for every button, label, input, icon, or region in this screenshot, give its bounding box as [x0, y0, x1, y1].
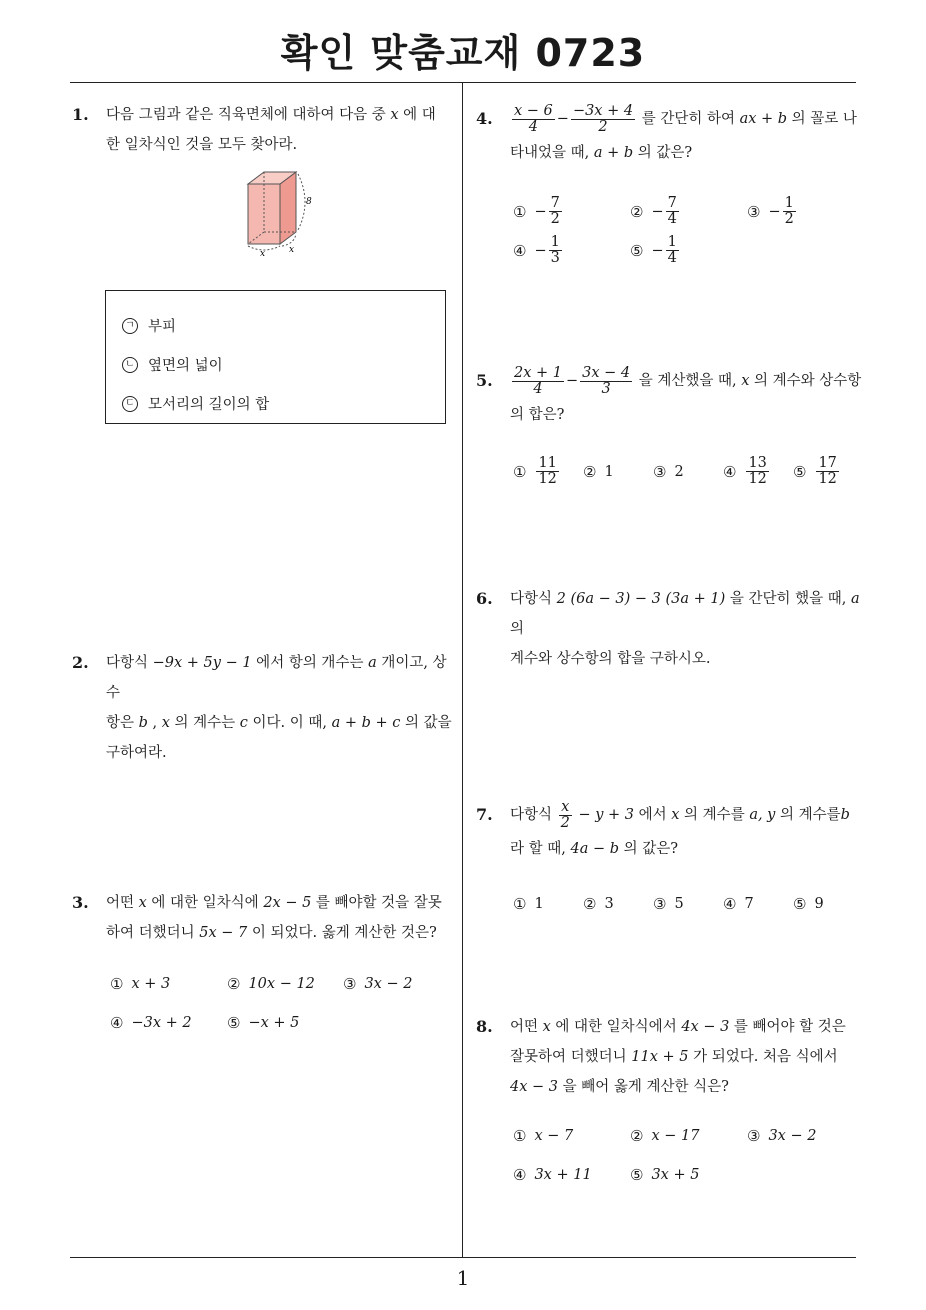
numerator: 11	[538, 455, 557, 471]
question-number: 4.	[476, 109, 493, 128]
question-text: 의	[510, 621, 525, 637]
fraction	[571, 104, 635, 135]
choice-mark: ②	[630, 202, 644, 221]
math-expr: 5x − 7	[199, 925, 248, 941]
choice-mark: ②	[583, 463, 597, 481]
question-text: 의 값은?	[633, 145, 693, 161]
question-text: 의 값은?	[619, 841, 679, 857]
math-expr: a + b + c	[331, 715, 401, 731]
choice-text: −3x + 2	[131, 1015, 192, 1031]
numerator: x	[559, 800, 572, 816]
fraction	[580, 366, 632, 397]
question-text: 에 대한 일차식에	[146, 895, 264, 911]
option-item	[122, 354, 223, 375]
choice-mark: ⑤	[793, 895, 807, 913]
question-text: 에서 항의 개수는	[251, 655, 369, 671]
math-var: x	[741, 373, 750, 389]
question-text: 다항식	[106, 655, 153, 671]
question-text: 의 계수와 상수항	[749, 373, 862, 389]
question-2	[72, 648, 458, 768]
numerator: x − 6	[514, 102, 553, 119]
denominator: 3	[601, 380, 611, 397]
choice-2[interactable]	[583, 464, 614, 480]
math-var: x	[542, 1019, 551, 1035]
choice-mark: ①	[513, 462, 527, 481]
question-7	[476, 798, 862, 866]
math-expr: 4x − 3	[510, 1079, 558, 1095]
question-text: 다항식	[510, 807, 557, 823]
denominator: 12	[748, 471, 767, 487]
choice-3[interactable]	[653, 464, 684, 480]
numerator: 1	[550, 234, 560, 250]
question-text: ,	[147, 715, 162, 731]
question-text: 계수와 상수항의 합을 구하시오.	[510, 651, 711, 667]
math-var: a	[368, 655, 377, 671]
choice-mark: ②	[227, 975, 241, 993]
question-text: 항은	[106, 715, 139, 731]
question-4	[476, 102, 862, 170]
choice-text: 2	[674, 464, 684, 480]
fraction	[536, 456, 558, 487]
question-number: 8.	[476, 1017, 493, 1036]
math-expr: 4x − 3	[681, 1019, 730, 1035]
bottom-rule	[70, 1257, 856, 1258]
choice-mark: ①	[110, 975, 124, 993]
question-text: 구하여라.	[106, 745, 167, 761]
question-text: 가 되었다. 처음 식에서	[688, 1049, 838, 1065]
question-text: 라 할 때,	[510, 841, 571, 857]
fraction	[512, 104, 555, 135]
choice-mark: ④	[110, 1014, 124, 1032]
choice-mark: ③	[747, 202, 761, 221]
choice-4[interactable]	[110, 1015, 192, 1031]
choice-text: 10x − 12	[248, 976, 315, 992]
question-1	[72, 100, 458, 160]
sign: −	[651, 203, 664, 220]
option-text: 부피	[148, 319, 177, 335]
choice-4[interactable]	[513, 1167, 592, 1183]
question-number: 1.	[72, 105, 89, 124]
option-mark: ㄷ	[122, 396, 138, 412]
denominator: 4	[533, 380, 543, 397]
question-5	[476, 364, 862, 432]
question-text: 개이고, 상수	[106, 655, 447, 701]
question-text: 을 빼어 옳게 계산한 식은?	[558, 1079, 729, 1095]
choice-text: 5	[674, 896, 684, 912]
choice-mark: ⑤	[630, 241, 644, 260]
question-text: 다항식	[510, 591, 557, 607]
option-text: 모서리의 길이의 합	[148, 397, 270, 413]
math-expr: 2x − 5	[263, 895, 312, 911]
denominator: 2	[598, 118, 608, 135]
choice-5[interactable]	[630, 1167, 699, 1183]
fraction	[549, 235, 562, 266]
math-expr: a + b	[593, 145, 634, 161]
sign: −	[768, 203, 781, 220]
choice-mark: ④	[513, 1166, 527, 1184]
option-item	[122, 393, 269, 414]
math-var: a	[850, 591, 860, 607]
math-var: c	[239, 715, 248, 731]
choice-2[interactable]	[583, 896, 614, 912]
question-text: 을 계산했을 때,	[634, 373, 742, 389]
choice-mark: ①	[513, 202, 527, 221]
choice-text: 7	[744, 896, 754, 912]
choice-text: 3	[604, 896, 614, 912]
math-op: −	[566, 373, 579, 389]
choice-1[interactable]	[110, 976, 170, 992]
math-var: x	[671, 807, 680, 823]
choice-4[interactable]	[723, 896, 754, 912]
question-text: 를 간단히 하여	[637, 111, 740, 127]
question-text: 에 대	[398, 107, 436, 123]
math-expr: ax + b	[739, 111, 788, 127]
choice-mark: ④	[723, 895, 737, 913]
choice-mark: ③	[343, 975, 357, 993]
choice-4[interactable]	[513, 235, 564, 266]
choice-4[interactable]	[723, 456, 771, 487]
sign: −	[534, 203, 547, 220]
question-text: 잘못하여 더했더니	[510, 1049, 632, 1065]
choice-mark: ⑤	[793, 462, 807, 481]
math-var: a, y	[749, 807, 776, 823]
choice-text: x − 7	[534, 1128, 574, 1144]
base-label: x	[289, 245, 295, 255]
fraction	[783, 196, 796, 227]
choice-text: 1	[534, 896, 544, 912]
option-item	[122, 315, 176, 336]
choice-5[interactable]	[793, 896, 824, 912]
question-text: 하여 더했더니	[106, 925, 200, 941]
math-var: x	[138, 895, 147, 911]
choice-mark: ⑤	[227, 1014, 241, 1032]
cuboid-figure	[240, 168, 320, 258]
question-text: 의 값을	[400, 715, 452, 731]
question-text: 을 간단히 했을 때,	[725, 591, 851, 607]
denominator: 3	[550, 250, 560, 266]
denominator: 4	[528, 118, 538, 135]
height-label: 8	[306, 197, 312, 207]
math-expr: 4a − b	[570, 841, 619, 857]
question-number: 6.	[476, 589, 493, 608]
math-var: x	[161, 715, 170, 731]
math-expr: 11x + 5	[631, 1049, 689, 1065]
numerator: 13	[748, 455, 767, 471]
choice-text: 9	[814, 896, 824, 912]
numerator: 7	[667, 195, 677, 211]
sign: −	[534, 242, 547, 259]
numerator: 1	[667, 234, 677, 250]
choice-1[interactable]	[513, 196, 564, 227]
options-box	[105, 290, 446, 424]
choice-text: 3x + 5	[651, 1167, 700, 1183]
choice-mark: ②	[630, 1127, 644, 1145]
question-text: 의 합은?	[510, 407, 565, 423]
question-text: 다음 그림과 같은 직육면체에 대하여 다음 중	[106, 107, 391, 123]
question-text: 이다. 이 때,	[247, 715, 332, 731]
base-label: x	[260, 249, 266, 258]
question-text: 의 꼴로 나	[787, 111, 857, 127]
denominator: 2	[550, 211, 560, 227]
choice-1[interactable]	[513, 456, 561, 487]
denominator: 4	[667, 250, 677, 266]
denominator: 4	[667, 211, 677, 227]
sign: −	[651, 242, 664, 259]
math-expr: 2 (6a − 3) − 3 (3a + 1)	[556, 591, 726, 607]
choice-mark: ③	[653, 463, 667, 481]
option-mark: ㄴ	[122, 357, 138, 373]
numerator: 1	[784, 195, 794, 211]
option-mark: ㄱ	[122, 318, 138, 334]
question-number: 5.	[476, 371, 493, 390]
math-var: x	[390, 107, 399, 123]
choice-text: 3x − 2	[364, 976, 413, 992]
question-number: 3.	[72, 893, 89, 912]
denominator: 2	[560, 814, 570, 831]
choice-3[interactable]	[747, 196, 798, 227]
page-title: 확인 맞춤교재 0723	[280, 31, 646, 75]
choice-3[interactable]	[747, 1128, 816, 1144]
choice-text: 1	[604, 464, 614, 480]
height-arc	[298, 174, 305, 230]
question-text: 를 빼어야 할 것은	[729, 1019, 846, 1035]
math-var: b	[138, 715, 148, 731]
numerator: 7	[550, 195, 560, 211]
math-expr: −9x + 5y − 1	[152, 655, 252, 671]
fraction	[559, 800, 572, 831]
choice-text: −x + 5	[248, 1015, 300, 1031]
numerator: 2x + 1	[514, 364, 562, 381]
choice-1[interactable]	[513, 896, 544, 912]
question-text: 의 계수는	[169, 715, 240, 731]
math-op: −	[556, 111, 569, 127]
numerator: −3x + 4	[572, 102, 634, 119]
choice-2[interactable]	[227, 976, 315, 992]
fraction	[549, 196, 562, 227]
choice-mark: ③	[747, 1127, 761, 1145]
question-number: 2.	[72, 653, 89, 672]
math-expr: − y + 3	[573, 807, 635, 823]
choice-text: x − 17	[651, 1128, 700, 1144]
question-text: 의 계수를	[775, 807, 841, 823]
question-text: 어떤	[510, 1019, 543, 1035]
choice-text: 3x − 2	[768, 1128, 817, 1144]
choice-mark: ⑤	[630, 1166, 644, 1184]
denominator: 2	[784, 211, 794, 227]
choice-2[interactable]	[630, 196, 681, 227]
page-number: 1	[456, 1266, 470, 1290]
question-text: 타내었을 때,	[510, 145, 594, 161]
denominator: 12	[818, 471, 837, 487]
question-text: 를 빼야할 것을 잘못	[311, 895, 442, 911]
choice-mark: ④	[513, 241, 527, 260]
fraction	[816, 456, 838, 487]
choice-5[interactable]	[227, 1015, 299, 1031]
fraction	[512, 366, 564, 397]
column-divider	[462, 83, 463, 1258]
question-3	[72, 888, 458, 948]
question-text: 이 되었다. 옳게 계산한 것은?	[247, 925, 437, 941]
choice-text: x + 3	[131, 976, 171, 992]
denominator: 12	[538, 471, 557, 487]
choice-2[interactable]	[630, 1128, 699, 1144]
choice-1[interactable]	[513, 1128, 573, 1144]
question-6	[476, 584, 862, 674]
question-text: 의 계수를	[679, 807, 750, 823]
choice-5[interactable]	[630, 235, 681, 266]
choice-3[interactable]	[653, 896, 684, 912]
question-text: 한 일차식인 것을 모두 찾아라.	[106, 137, 298, 153]
choice-mark: ①	[513, 895, 527, 913]
fraction	[746, 456, 768, 487]
choice-mark: ④	[723, 462, 737, 481]
question-text: 에 대한 일차식에서	[550, 1019, 682, 1035]
option-text: 옆면의 넓이	[148, 358, 223, 374]
top-rule	[70, 82, 856, 83]
question-text: 에서	[634, 807, 672, 823]
question-8	[476, 1012, 862, 1102]
question-text: 어떤	[106, 895, 139, 911]
choice-3[interactable]	[343, 976, 412, 992]
choice-text: 3x + 11	[534, 1167, 592, 1183]
fraction	[666, 196, 679, 227]
choice-mark: ①	[513, 1127, 527, 1145]
choice-5[interactable]	[793, 456, 841, 487]
choice-mark: ②	[583, 895, 597, 913]
math-var: b	[840, 807, 850, 823]
numerator: 17	[818, 455, 837, 471]
fraction	[666, 235, 679, 266]
numerator: 3x − 4	[582, 364, 631, 381]
question-number: 7.	[476, 805, 493, 824]
choice-mark: ③	[653, 895, 667, 913]
